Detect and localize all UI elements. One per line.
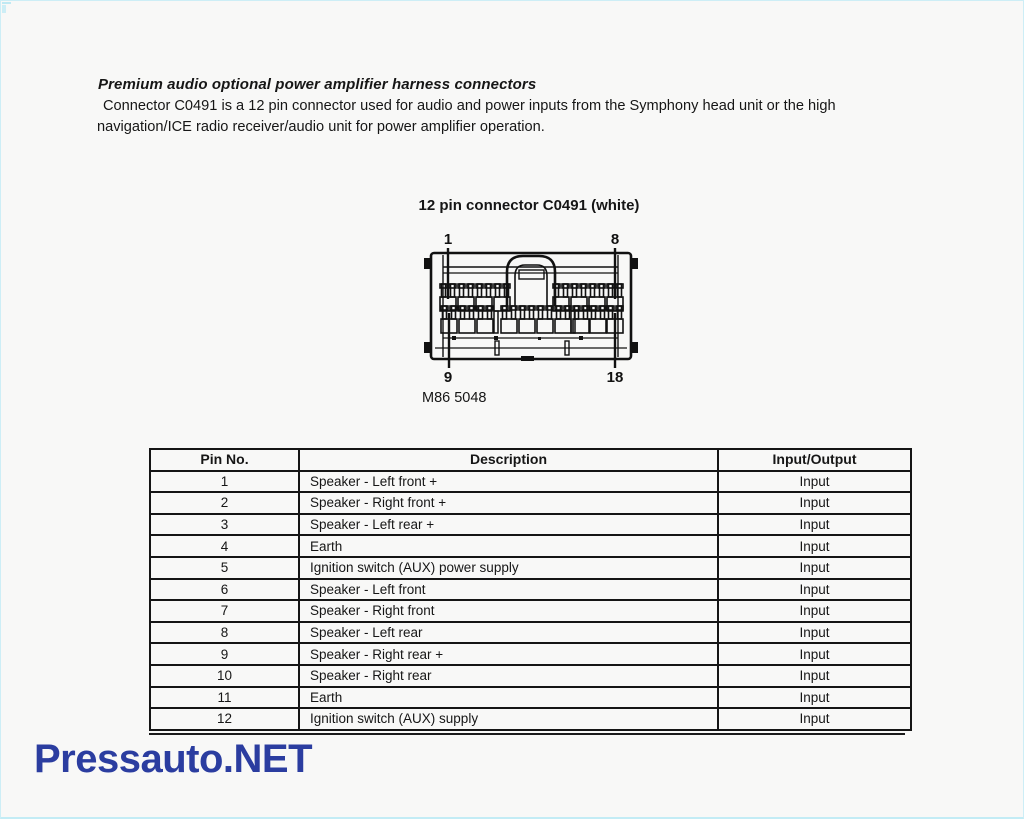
- body-line-2: navigation/ICE radio receiver/audio unit for power amplifier operation.: [97, 119, 545, 135]
- diagram-title: 12 pin connector C0491 (white): [418, 197, 640, 214]
- table-cell: 10: [150, 665, 299, 687]
- table-underline: [149, 733, 905, 735]
- table-cell: Speaker - Right rear: [299, 665, 718, 687]
- table-cell: 12: [150, 708, 299, 730]
- pin-label-9: 9: [443, 369, 453, 385]
- section-body: [97, 96, 836, 138]
- table-cell: Input: [718, 687, 911, 709]
- table-row: [150, 579, 911, 601]
- table-cell: 8: [150, 622, 299, 644]
- table-cell: Input: [718, 665, 911, 687]
- table-row: [150, 687, 911, 709]
- table-cell: 6: [150, 579, 299, 601]
- table-row: [150, 708, 911, 730]
- table-cell: Earth: [299, 687, 718, 709]
- header-input-output: Input/Output: [718, 449, 911, 471]
- table-cell: Input: [718, 643, 911, 665]
- table-row: [150, 600, 911, 622]
- table-cell: 2: [150, 492, 299, 514]
- table-cell: Input: [718, 579, 911, 601]
- table-cell: 11: [150, 687, 299, 709]
- table-cell: Input: [718, 514, 911, 536]
- table-row: [150, 643, 911, 665]
- body-line-1: Connector C0491 is a 12 pin connector used for audio and power inputs from the Symphony head unit or the high: [103, 98, 836, 114]
- table-cell: Input: [718, 535, 911, 557]
- table-row: [150, 514, 911, 536]
- table-cell: Speaker - Left front +: [299, 471, 718, 493]
- table-cell: Speaker - Right rear +: [299, 643, 718, 665]
- table-cell: Speaker - Left front: [299, 579, 718, 601]
- table-cell: Input: [718, 471, 911, 493]
- table-cell: Input: [718, 557, 911, 579]
- table-row: [150, 471, 911, 493]
- table-cell: Speaker - Left rear: [299, 622, 718, 644]
- table-cell: 5: [150, 557, 299, 579]
- pin-table: [149, 448, 912, 731]
- table-cell: Speaker - Left rear +: [299, 514, 718, 536]
- scan-corner-artifact: [2, 2, 11, 13]
- table-cell: Ignition switch (AUX) supply: [299, 708, 718, 730]
- connector-diagram: [419, 227, 641, 385]
- table-cell: Ignition switch (AUX) power supply: [299, 557, 718, 579]
- table-cell: Speaker - Right front +: [299, 492, 718, 514]
- table-cell: 3: [150, 514, 299, 536]
- table-cell: Speaker - Right front: [299, 600, 718, 622]
- table-cell: Input: [718, 492, 911, 514]
- table-row: [150, 622, 911, 644]
- table-cell: 1: [150, 471, 299, 493]
- section-heading: Premium audio optional power amplifier harness connectors: [98, 76, 537, 93]
- table-row: [150, 492, 911, 514]
- diagram-caption: M86 5048: [422, 390, 487, 406]
- table-row: [150, 535, 911, 557]
- watermark-logo: Pressauto.NET: [34, 737, 313, 781]
- table-cell: Earth: [299, 535, 718, 557]
- header-description: Description: [299, 449, 718, 471]
- pin-label-1: 1: [443, 231, 453, 248]
- table-header-row: [150, 449, 911, 471]
- table-cell: Input: [718, 600, 911, 622]
- table-cell: 4: [150, 535, 299, 557]
- pin-label-18: 18: [606, 369, 624, 385]
- pin-label-8: 8: [610, 231, 620, 248]
- table-row: [150, 665, 911, 687]
- table-cell: 7: [150, 600, 299, 622]
- table-cell: Input: [718, 622, 911, 644]
- table-cell: 9: [150, 643, 299, 665]
- table-row: [150, 557, 911, 579]
- pin-table-body: [150, 471, 911, 730]
- header-pin-no: Pin No.: [150, 449, 299, 471]
- table-cell: Input: [718, 708, 911, 730]
